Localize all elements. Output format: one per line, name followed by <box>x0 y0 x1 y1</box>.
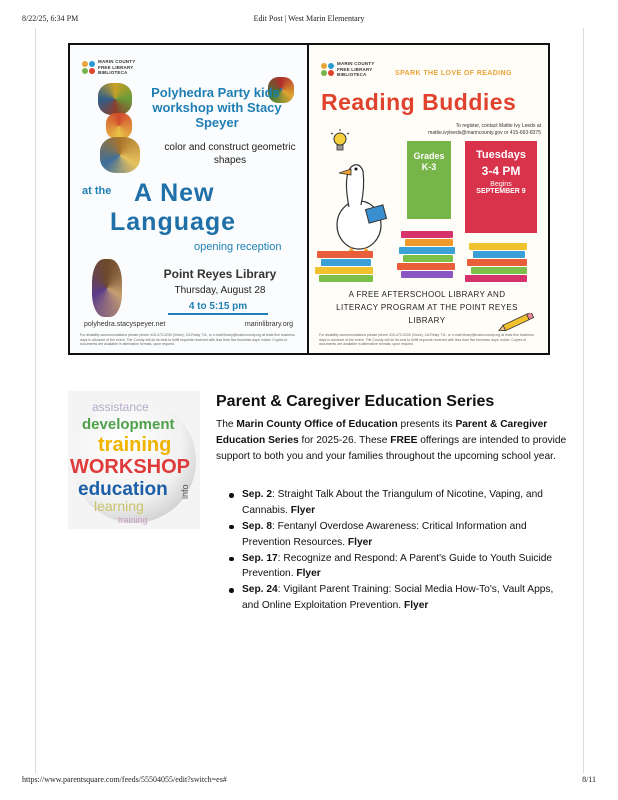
flyer-link[interactable]: Flyer <box>347 536 373 548</box>
flyer-date: Thursday, August 28 <box>174 285 266 296</box>
flyer-subtitle: color and construct geometric shapes <box>164 142 296 166</box>
page-rule-left <box>35 28 36 773</box>
flyer-venue: Point Reyes Library <box>163 267 277 281</box>
logo-line-3: BIBLIOTECA <box>337 72 367 77</box>
flyer-register-info: To register, contact Mattie Ivy Leeds at mattie.ivyleeds@marincounty.gov or 415-663-8375 <box>428 123 541 136</box>
flyer-language: Language <box>110 208 237 236</box>
education-word-cloud-image <box>68 391 200 529</box>
session-text: : Recognize and Respond: A Parent's Guide to Youth Suicide Prevention. <box>242 552 553 580</box>
lightbulb-icon <box>329 129 351 155</box>
print-page-number: 8/11 <box>582 775 596 784</box>
education-intro <box>216 417 572 465</box>
session-date: Sep. 8 <box>242 520 273 532</box>
education-series-title: Parent & Caregiver Education Series <box>216 393 495 410</box>
intro-org: Marin County Office of Education <box>236 419 398 430</box>
flyer-url-library: marinlibrary.org <box>244 321 293 328</box>
word-cloud-word: info <box>180 484 190 499</box>
library-logo <box>321 61 374 78</box>
flyer-time: 4 to 5:15 pm <box>168 301 268 315</box>
print-title: Edit Post | West Marin Elementary <box>253 14 365 23</box>
logo-line-3: BIBLIOTECA <box>98 70 128 75</box>
word-cloud-word: learning <box>94 498 144 514</box>
flyer-opening: opening reception <box>194 241 282 253</box>
flyer-link[interactable]: Flyer <box>403 600 429 612</box>
intro-text: for 2025-26. These <box>298 435 391 446</box>
word-cloud-word: training <box>98 434 172 456</box>
schedule-begins: Begins <box>490 181 512 188</box>
session-text: : Straight Talk About the Triangulum of Nicotine, Vaping, and Cannabis. <box>242 489 543 516</box>
list-item <box>228 519 572 551</box>
grades-badge <box>407 141 451 219</box>
flyer-fine-print: For disability accommodations please phone 415-473-3200 (Voice), CA Relay 711, or e-mail library@marincounty.org at least five business days in advance of the event. The County will do its best to fulfill requests received with less than five business days' notice. Copies of documents are available in alternative formats, upon request. <box>80 333 295 346</box>
polyhedron-icon <box>92 259 122 317</box>
intro-text: presents its <box>397 419 456 430</box>
pencil-icon <box>497 313 537 331</box>
library-logo-icon <box>321 63 334 76</box>
grades-label: Grades <box>413 151 445 161</box>
session-date: Sep. 24 <box>242 584 278 596</box>
intro-text: The <box>216 419 237 430</box>
polyhedron-icon <box>106 113 132 139</box>
reading-buddies-flyer <box>309 45 548 353</box>
polyhedron-icon <box>100 137 140 173</box>
word-cloud-word: WORKSHOP <box>70 456 190 478</box>
flyer-link[interactable]: Flyer <box>296 568 321 580</box>
flyer-title: Polyhedra Party kids' workshop with Stacy Speyer <box>151 85 283 130</box>
list-item <box>228 487 572 519</box>
goose-reading-icon <box>327 157 397 257</box>
schedule-badge <box>465 141 537 233</box>
flyer-fine-print: For disability accommodations please phone 415-473-3200 (Voice), CA Relay 711, or e-mail library@marincounty.org at least five business days in advance of the event. The County will do its best to fulfill requests received with less than five business days' notice. Copies of documents are available in alternative formats, upon request. <box>319 333 534 346</box>
library-logo <box>82 59 135 76</box>
flyer-title: Reading Buddies <box>321 89 517 115</box>
session-text: : Vigilant Parent Training: Social Media How-To's, Vault Apps, and Online Exploitation Prevention. <box>242 584 554 612</box>
logo-line-1: MARIN COUNTY <box>337 61 375 66</box>
logo-line-2: FREE LIBRARY <box>98 64 134 70</box>
schedule-start: SEPTEMBER 9 <box>476 188 526 195</box>
word-cloud-word: development <box>82 416 175 433</box>
flyer-a-new: A New <box>134 179 215 207</box>
print-date: 8/22/25, 6:34 PM <box>22 14 79 23</box>
list-item <box>228 582 572 614</box>
logo-line-1: MARIN COUNTY <box>98 59 136 64</box>
flyer-link[interactable]: Flyer <box>290 504 316 516</box>
word-cloud-word: training <box>118 515 148 525</box>
flyer-at-the: at the <box>82 185 112 197</box>
flyer-tagline: SPARK THE LOVE OF READING <box>395 70 512 77</box>
word-cloud-word: assistance <box>92 400 149 414</box>
schedule-day: Tuesdays <box>476 149 526 161</box>
print-url: https://www.parentsquare.com/feeds/55504055/edit?switch=es# <box>22 775 227 784</box>
session-date: Sep. 17 <box>242 552 278 564</box>
session-text: : Fentanyl Overdose Awareness: Critical Information and Prevention Resources. <box>242 520 527 548</box>
library-logo-icon <box>82 61 95 74</box>
grades-value: K-3 <box>421 162 437 172</box>
schedule-time: 3-4 PM <box>481 164 521 178</box>
page-rule-right <box>583 28 584 773</box>
logo-line-2: FREE LIBRARY <box>337 66 373 72</box>
polyhedra-party-flyer <box>70 45 309 353</box>
flyer-program-text: A FREE AFTERSCHOOL LIBRARY AND LITERACY PROGRAM AT THE POINT REYES LIBRARY <box>336 290 518 325</box>
session-date: Sep. 2 <box>242 489 273 500</box>
polyhedron-icon <box>98 83 132 115</box>
word-cloud-word: education <box>78 479 168 500</box>
print-header <box>0 14 618 26</box>
intro-text: offerings are intended to provide support to both you and your families throughout the upcoming school year. <box>216 435 567 462</box>
education-sessions-list <box>228 487 572 614</box>
intro-series-name: Parent & Caregiver Education Series <box>216 419 548 446</box>
flyer-url-speyer: polyhedra.stacyspeyer.net <box>84 321 166 328</box>
print-footer <box>0 775 618 787</box>
flyer-image-pair <box>68 43 550 355</box>
list-item <box>228 551 572 583</box>
intro-free: FREE <box>390 435 418 446</box>
